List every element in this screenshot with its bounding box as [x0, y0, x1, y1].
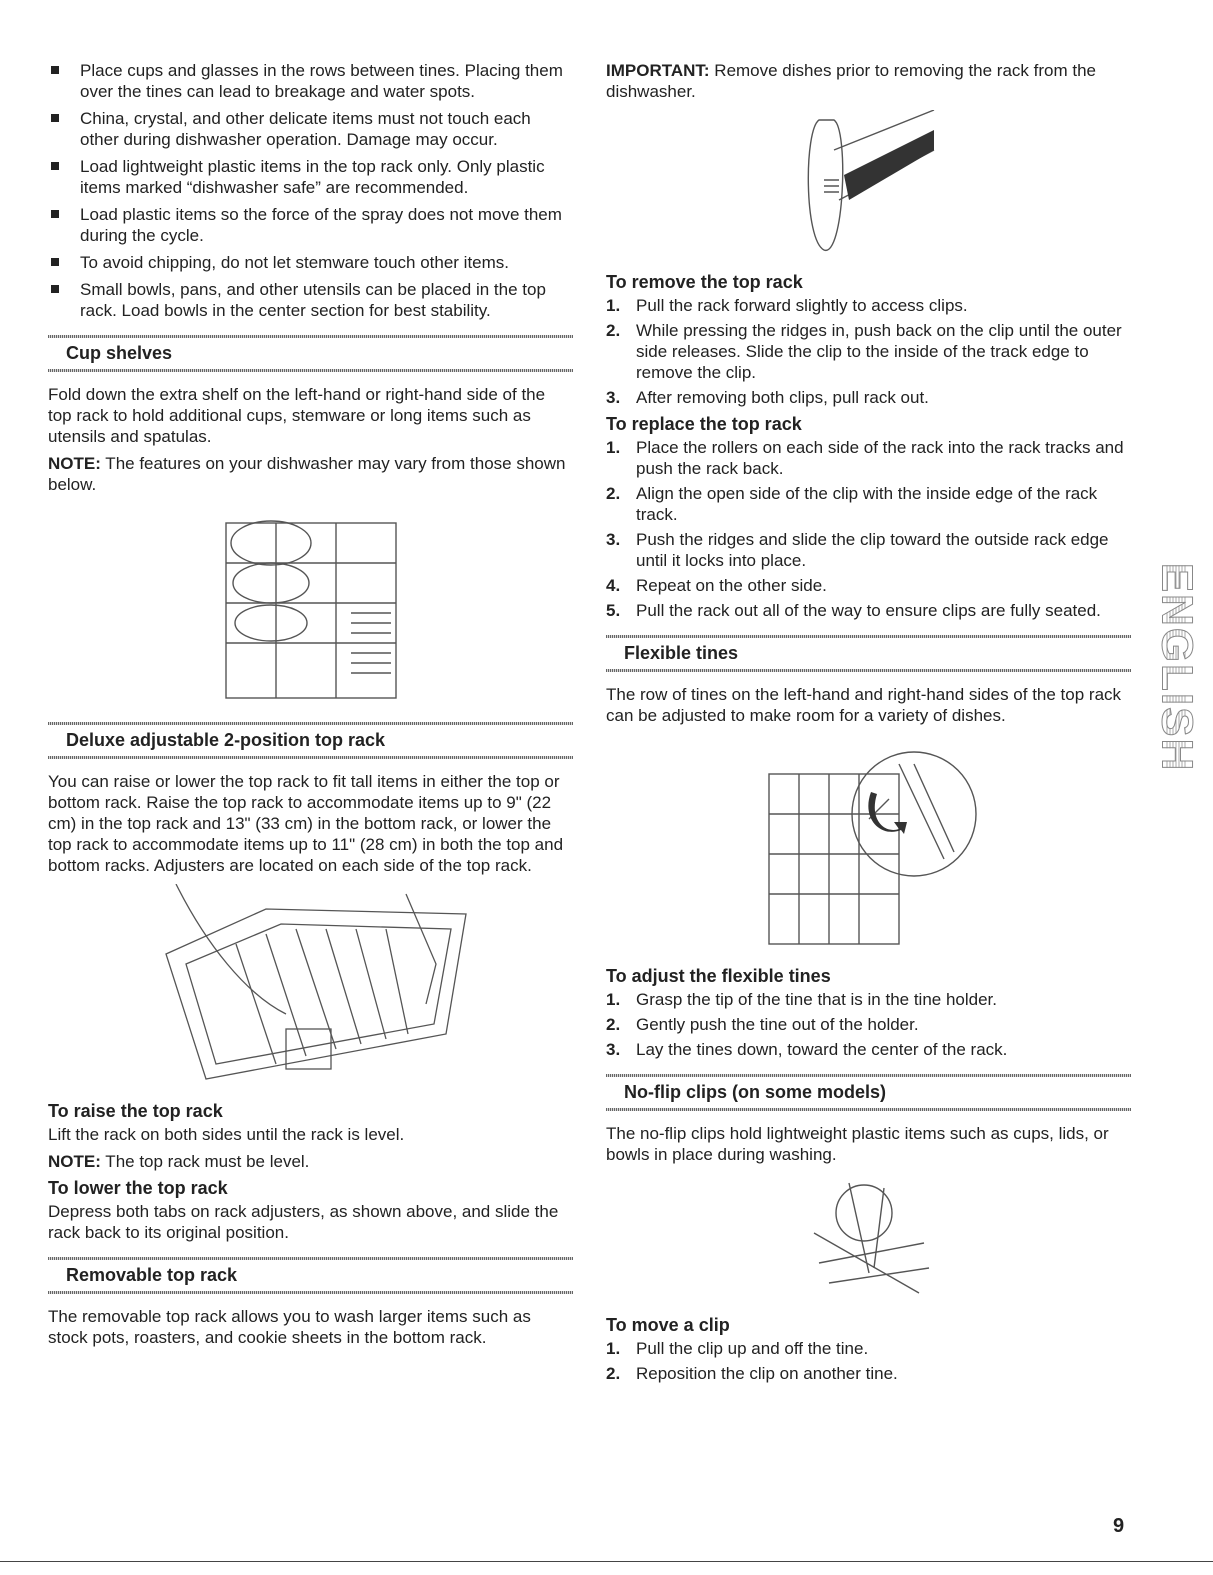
remove-rack-heading: To remove the top rack [606, 272, 803, 292]
step-number: 1. [606, 990, 621, 1009]
step-text: Pull the rack forward slightly to access clips. [636, 296, 968, 315]
step-number: 2. [606, 1364, 621, 1383]
note-label: NOTE: [48, 454, 101, 473]
cup-shelves-body: Fold down the extra shelf on the left-hand or right-hand side of the top rack to hold additional cups, stemware or long items such as utensils and spatulas. [48, 385, 546, 446]
list-item [606, 575, 1131, 596]
remove-rack-steps [606, 295, 1131, 408]
step-number: 3. [606, 1040, 621, 1059]
list-item [606, 1363, 1131, 1384]
list-item [606, 387, 1131, 408]
list-item: China, crystal, and other delicate items must not touch each other during dishwasher operation. Damage may occur. [48, 108, 573, 150]
list-item [606, 529, 1131, 571]
step-text: Pull the rack out all of the way to ensure clips are fully seated. [636, 601, 1101, 620]
bottom-divider [0, 1561, 1213, 1562]
important-text: Remove dishes prior to removing the rack from the dishwasher. [606, 61, 1096, 101]
raise-rack-heading: To raise the top rack [48, 1101, 223, 1121]
raise-rack-illustration [146, 884, 476, 1089]
no-flip-clips-body: The no-flip clips hold lightweight plastic items such as cups, lids, or bowls in place during washing. [606, 1124, 1109, 1164]
step-number: 1. [606, 438, 621, 457]
list-item: Load plastic items so the force of the spray does not move them during the cycle. [48, 204, 573, 246]
list-item: To avoid chipping, do not let stemware touch other items. [48, 252, 573, 273]
removable-rack-heading: Removable top rack [48, 1257, 573, 1294]
replace-rack-steps [606, 437, 1131, 621]
lower-rack-body: Depress both tabs on rack adjusters, as shown above, and slide the rack back to its original position. [48, 1202, 559, 1242]
adjust-tines-heading: To adjust the flexible tines [606, 966, 831, 986]
removable-rack-body: The removable top rack allows you to wash larger items such as stock pots, roasters, and cookie sheets in the bottom rack. [48, 1307, 531, 1347]
step-text: Grasp the tip of the tine that is in the tine holder. [636, 990, 998, 1009]
list-item: Load lightweight plastic items in the top rack only. Only plastic items marked “dishwasher safe” are recommended. [48, 156, 573, 198]
note-text: The features on your dishwasher may vary from those shown below. [48, 454, 566, 494]
rack-clip-illustration [794, 110, 944, 260]
step-text: Pull the clip up and off the tine. [636, 1339, 869, 1358]
move-clip-steps [606, 1338, 1131, 1384]
page-number: 9 [1113, 1515, 1125, 1537]
replace-rack-heading: To replace the top rack [606, 414, 802, 434]
step-number: 3. [606, 530, 621, 549]
list-item [606, 295, 1131, 316]
deluxe-rack-body: You can raise or lower the top rack to fit tall items in either the top or bottom rack. Raise the top rack to accommodate items up to 9" (22 cm) in the top rack and 13" (33 cm) in the bottom rack, or lower the top rack to accommodate items up to 11" (28 cm) in both the top and bottom racks. Adjusters are located on each side of the top rack. [48, 772, 564, 875]
list-item [606, 437, 1131, 479]
step-text: While pressing the ridges in, push back on the clip until the outer side releases. Slide the clip to the inside of the track edge to remove the clip. [636, 321, 1122, 382]
step-number: 3. [606, 388, 621, 407]
important-label: IMPORTANT: [606, 61, 710, 80]
move-clip-heading: To move a clip [606, 1315, 730, 1335]
cup-shelf-illustration [216, 503, 406, 708]
step-text: Align the open side of the clip with the inside edge of the rack track. [636, 484, 1098, 524]
cup-shelves-heading: Cup shelves [48, 335, 573, 372]
list-item [606, 1014, 1131, 1035]
right-column [606, 60, 1131, 1388]
adjust-tines-steps [606, 989, 1131, 1060]
step-number: 4. [606, 576, 621, 595]
no-flip-clip-illustration [804, 1173, 934, 1303]
flexible-tines-heading: Flexible tines [606, 635, 1131, 672]
flexible-tines-illustration [749, 734, 989, 954]
important-note [606, 60, 1131, 102]
deluxe-rack-heading: Deluxe adjustable 2-position top rack [48, 722, 573, 759]
step-text: Push the ridges and slide the clip toward the outside rack edge until it locks into place. [636, 530, 1109, 570]
step-number: 2. [606, 484, 621, 503]
raise-rack-body: Lift the rack on both sides until the rack is level. [48, 1125, 405, 1144]
step-number: 2. [606, 1015, 621, 1034]
list-item [606, 1338, 1131, 1359]
step-number: 1. [606, 296, 621, 315]
step-number: 5. [606, 601, 621, 620]
step-text: After removing both clips, pull rack out. [636, 388, 929, 407]
list-item: Small bowls, pans, and other utensils can be placed in the top rack. Load bowls in the center section for best stability. [48, 279, 573, 321]
step-number: 2. [606, 321, 621, 340]
left-column [48, 60, 573, 1354]
language-side-tab [1152, 562, 1202, 772]
side-tab-label: ENGLISH [1152, 562, 1202, 772]
cup-shelves-note [48, 453, 573, 495]
flexible-tines-body: The row of tines on the left-hand and right-hand sides of the top rack can be adjusted to make room for a variety of dishes. [606, 685, 1122, 725]
loading-tips-list [48, 60, 573, 321]
note-label: NOTE: [48, 1152, 101, 1171]
list-item [606, 483, 1131, 525]
raise-rack-note [48, 1151, 573, 1172]
list-item [606, 600, 1131, 621]
list-item [606, 989, 1131, 1010]
list-item [606, 1039, 1131, 1060]
step-text: Lay the tines down, toward the center of the rack. [636, 1040, 1008, 1059]
list-item [606, 320, 1131, 383]
no-flip-clips-heading: No-flip clips (on some models) [606, 1074, 1131, 1111]
step-text: Repeat on the other side. [636, 576, 827, 595]
step-text: Reposition the clip on another tine. [636, 1364, 898, 1383]
step-text: Place the rollers on each side of the rack into the rack tracks and push the rack back. [636, 438, 1124, 478]
list-item: Place cups and glasses in the rows between tines. Placing them over the tines can lead to breakage and water spots. [48, 60, 573, 102]
step-number: 1. [606, 1339, 621, 1358]
lower-rack-heading: To lower the top rack [48, 1178, 228, 1198]
note-text: The top rack must be level. [100, 1152, 310, 1171]
step-text: Gently push the tine out of the holder. [636, 1015, 919, 1034]
